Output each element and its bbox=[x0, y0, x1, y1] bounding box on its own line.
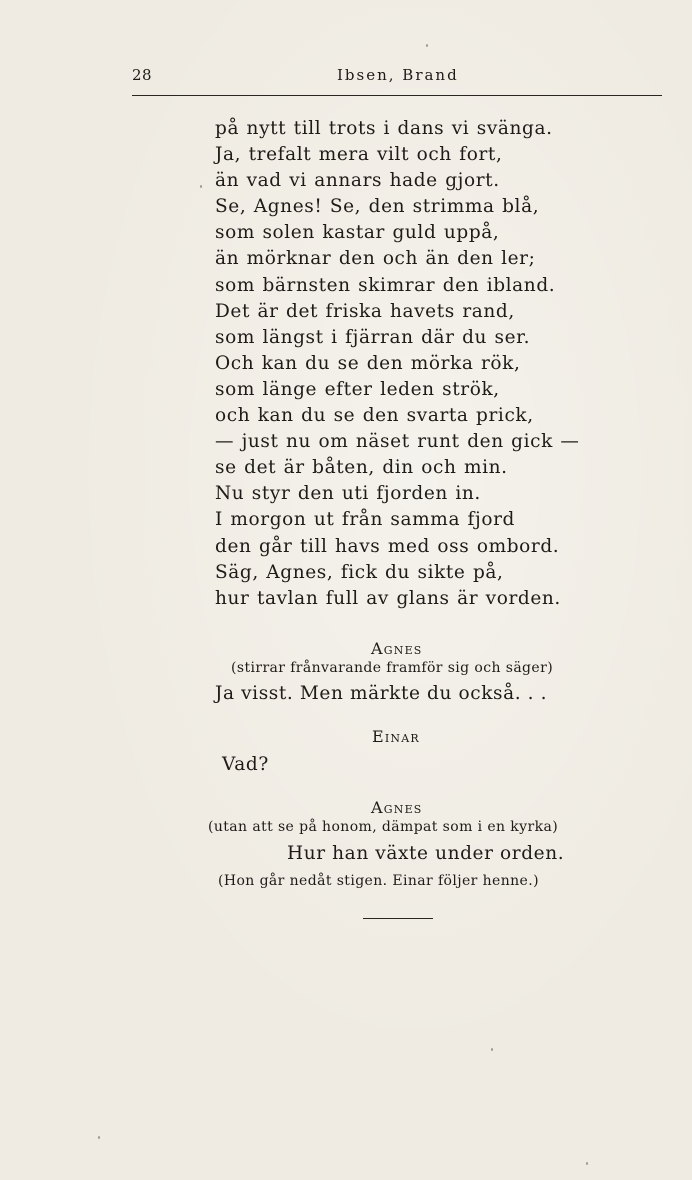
stage-direction: (stirrar frånvarande framför sig och säger) bbox=[231, 660, 554, 676]
paper-speck bbox=[586, 1162, 588, 1165]
speaker-name-agnes: Agnes bbox=[371, 798, 423, 817]
verse-line: som längst i fjärran där du ser. bbox=[215, 326, 531, 348]
verse-line: den går till havs med oss ombord. bbox=[215, 535, 560, 557]
paper-speck bbox=[200, 185, 202, 188]
scene-end-rule bbox=[363, 918, 433, 919]
dialogue-line: Ja visst. Men märkte du också. . . bbox=[215, 683, 548, 704]
verse-line: — just nu om näset runt den gick — bbox=[215, 431, 580, 453]
page-number: 28 bbox=[132, 66, 153, 84]
verse-line: I morgon ut från samma fjord bbox=[215, 509, 515, 531]
paper-speck bbox=[98, 1136, 100, 1139]
stage-direction: (Hon går nedåt stigen. Einar följer henne.) bbox=[218, 873, 539, 889]
verse-line: än mörknar den och än den ler; bbox=[215, 248, 536, 270]
verse-line: än vad vi annars hade gjort. bbox=[215, 170, 500, 192]
verse-line: Det är det friska havets rand, bbox=[215, 300, 515, 322]
dialogue-line: Hur han växte under orden. bbox=[287, 843, 565, 864]
verse-line: Nu styr den uti fjorden in. bbox=[215, 483, 481, 505]
dialogue-line: Vad? bbox=[222, 754, 269, 775]
verse-line: som länge efter leden strök, bbox=[215, 378, 500, 400]
verse-line: som bärnsten skimrar den ibland. bbox=[215, 274, 556, 296]
speaker-name-agnes: Agnes bbox=[371, 639, 423, 658]
speaker-name-einar: Einar bbox=[372, 727, 420, 746]
verse-block bbox=[215, 116, 580, 612]
header-rule bbox=[132, 95, 662, 96]
verse-line: på nytt till trots i dans vi svänga. bbox=[215, 118, 553, 139]
paper-speck bbox=[491, 1048, 493, 1051]
verse-line: hur tavlan full av glans är vorden. bbox=[215, 587, 561, 609]
verse-line: som solen kastar guld uppå, bbox=[215, 222, 500, 244]
verse-line: och kan du se den svarta prick, bbox=[215, 405, 534, 427]
verse-line: Säg, Agnes, fick du sikte på, bbox=[215, 561, 504, 583]
verse-line: Se, Agnes! Se, den strimma blå, bbox=[215, 196, 540, 218]
running-title: Ibsen, Brand bbox=[337, 66, 459, 84]
verse-line: Ja, trefalt mera vilt och fort, bbox=[215, 144, 503, 166]
page-header bbox=[132, 66, 662, 90]
stage-direction: (utan att se på honom, dämpat som i en kyrka) bbox=[208, 819, 559, 835]
verse-line: se det är båten, din och min. bbox=[215, 457, 508, 479]
verse-line: Och kan du se den mörka rök, bbox=[215, 352, 521, 374]
paper-speck bbox=[426, 44, 428, 47]
